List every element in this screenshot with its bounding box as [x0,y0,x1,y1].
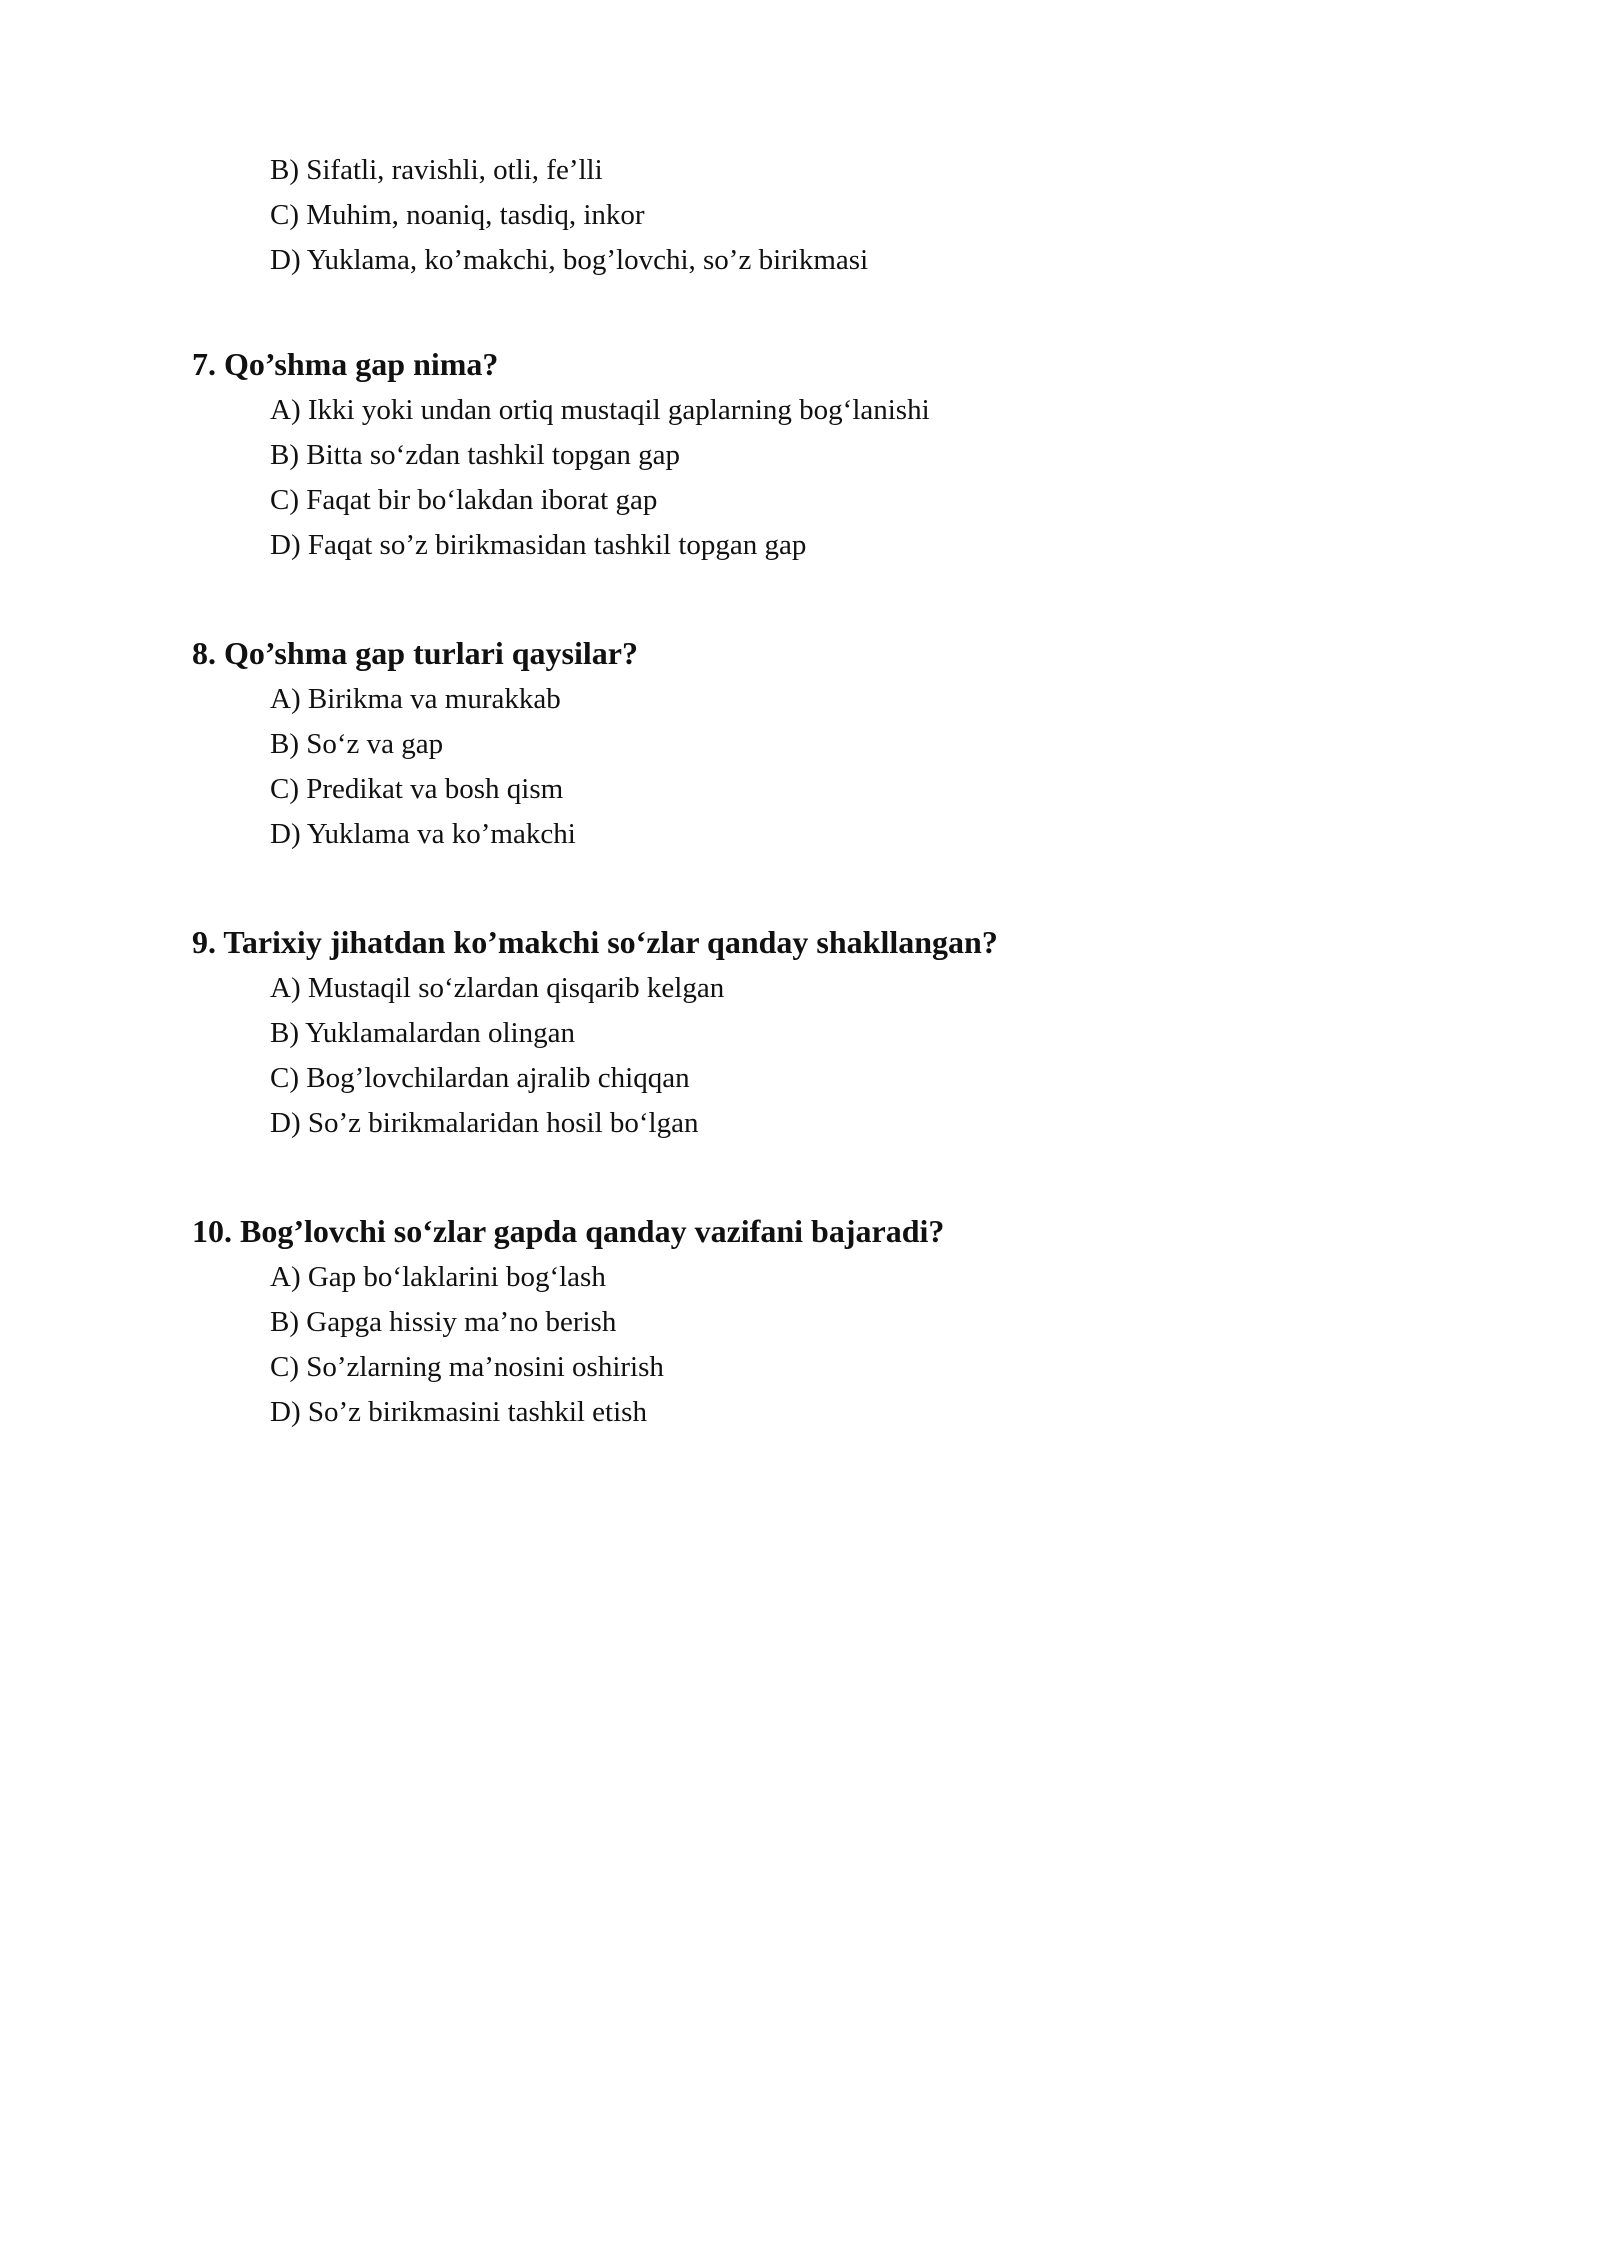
question-title: 10. Bog’lovchi so‘zlar gapda qanday vazifani bajaradi? [192,1213,945,1249]
option-d: D) Yuklama, ko’makchi, bog’lovchi, so’z birikmasi [270,244,869,276]
option-c: C) Bog’lovchilardan ajralib chiqqan [270,1062,690,1094]
option-b: B) So‘z va gap [270,728,444,760]
option-d: D) So’z birikmalaridan hosil bo‘lgan [270,1107,699,1139]
previous-question-options [270,148,868,283]
option-list [192,1255,944,1435]
question-title: 8. Qo’shma gap turlari qaysilar? [192,635,638,671]
question-8 [192,629,638,857]
option-list [192,677,638,857]
question-7 [192,340,930,568]
question-10 [192,1207,944,1435]
question-9 [192,918,998,1146]
option-c: C) Muhim, noaniq, tasdiq, inkor [270,199,645,231]
question-title: 9. Tarixiy jihatdan ko’makchi so‘zlar qanday shakllangan? [192,924,998,960]
option-b: B) Sifatli, ravishli, otli, fe’lli [270,154,603,186]
question-title: 7. Qo’shma gap nima? [192,346,499,382]
option-b: B) Gapga hissiy ma’no berish [270,1306,617,1338]
option-a: A) Birikma va murakkab [270,683,561,715]
option-list [192,966,998,1146]
option-a: A) Mustaqil so‘zlardan qisqarib kelgan [270,972,725,1004]
option-c: C) So’zlarning ma’nosini oshirish [270,1351,664,1383]
option-c: C) Predikat va bosh qism [270,773,564,805]
option-c: C) Faqat bir bo‘lakdan iborat gap [270,484,658,516]
option-a: A) Ikki yoki undan ortiq mustaqil gaplarning bog‘lanishi [270,394,930,426]
option-list [192,388,930,568]
option-a: A) Gap bo‘laklarini bog‘lash [270,1261,606,1293]
option-b: B) Yuklamalardan olingan [270,1017,575,1049]
option-d: D) Faqat so’z birikmasidan tashkil topgan gap [270,529,807,561]
option-b: B) Bitta so‘zdan tashkil topgan gap [270,439,680,471]
option-d: D) So’z birikmasini tashkil etish [270,1396,647,1428]
option-d: D) Yuklama va ko’makchi [270,818,576,850]
